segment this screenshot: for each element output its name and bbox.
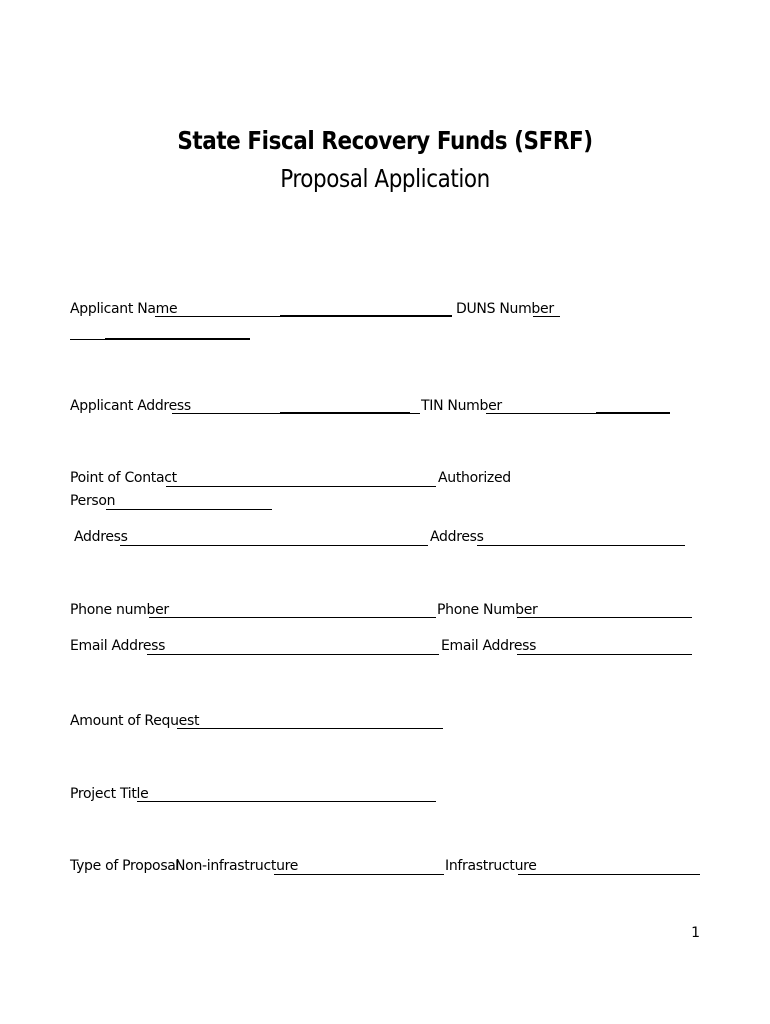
tin-number-label: TIN Number <box>421 398 502 414</box>
applicant-address-line[interactable] <box>172 413 280 414</box>
infrastructure-line[interactable] <box>518 874 700 875</box>
applicant-address-line-tail[interactable] <box>410 413 420 414</box>
address-right-label: Address <box>430 529 484 545</box>
duns-number-label: DUNS Number <box>456 301 554 317</box>
phone-right-line[interactable] <box>517 617 692 618</box>
applicant-address-label: Applicant Address <box>70 398 191 414</box>
project-title-label: Project Title <box>70 786 149 802</box>
amount-of-request-line[interactable] <box>177 728 443 729</box>
person-label: Person <box>70 493 116 509</box>
page-number: 1 <box>691 925 700 941</box>
email-left-label: Email Address <box>70 638 166 654</box>
address-left-label: Address <box>74 529 128 545</box>
phone-left-line[interactable] <box>149 617 436 618</box>
authorized-label: Authorized <box>438 470 511 486</box>
non-infrastructure-line[interactable] <box>274 874 444 875</box>
email-right-label: Email Address <box>441 638 537 654</box>
applicant-address-line-bold[interactable] <box>280 412 410 414</box>
tin-number-line[interactable] <box>486 413 596 414</box>
amount-of-request-label: Amount of Request <box>70 713 200 729</box>
authorized-person-line[interactable] <box>106 509 272 510</box>
applicant-name-line-bold[interactable] <box>280 315 452 317</box>
duns-number-line[interactable] <box>533 316 560 317</box>
tin-number-line-bold[interactable] <box>596 412 670 414</box>
infrastructure-label: Infrastructure <box>445 858 537 874</box>
email-left-line[interactable] <box>147 654 439 655</box>
duns-number-line-cont[interactable] <box>70 339 105 340</box>
applicant-name-label: Applicant Name <box>70 301 178 317</box>
page-subtitle: Proposal Application <box>280 164 490 193</box>
applicant-name-line[interactable] <box>155 316 280 317</box>
type-of-proposal-label: Type of Proposal <box>70 858 180 874</box>
point-of-contact-label: Point of Contact <box>70 470 177 486</box>
email-right-line[interactable] <box>517 654 692 655</box>
non-infrastructure-label: Non-infrastructure <box>175 858 299 874</box>
page-title: State Fiscal Recovery Funds (SFRF) <box>177 126 593 155</box>
address-right-line[interactable] <box>477 545 685 546</box>
duns-number-line-bold[interactable] <box>105 338 250 340</box>
phone-left-label: Phone number <box>70 602 169 618</box>
project-title-line[interactable] <box>137 801 436 802</box>
address-left-line[interactable] <box>120 545 428 546</box>
phone-right-label: Phone Number <box>437 602 538 618</box>
point-of-contact-line[interactable] <box>166 486 436 487</box>
